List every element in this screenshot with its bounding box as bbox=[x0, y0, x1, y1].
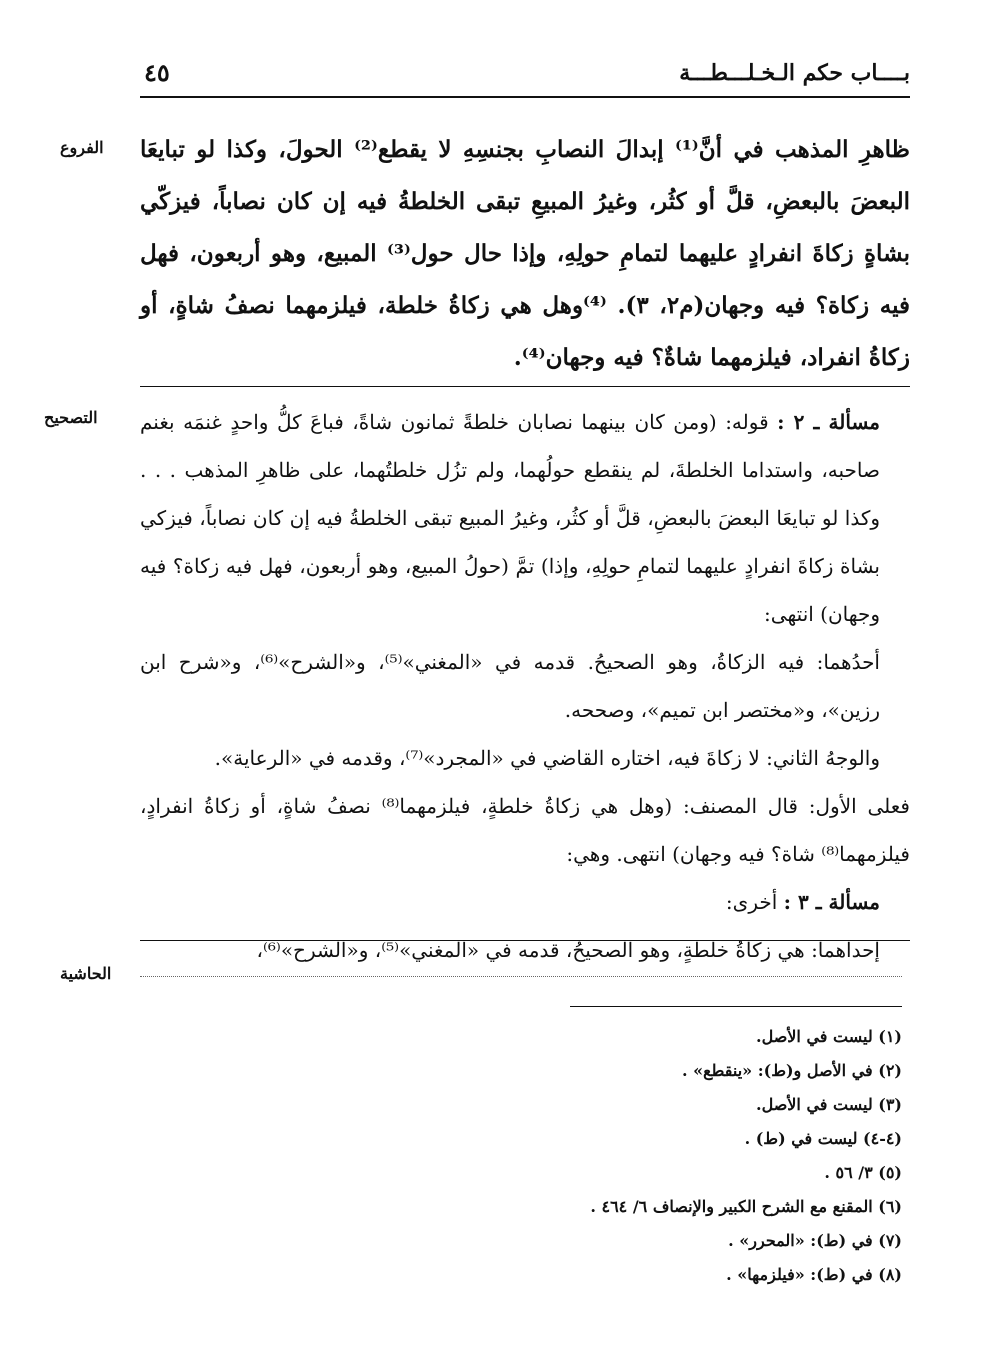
masala-3-label: مسألة ـ ٣ : bbox=[783, 890, 880, 914]
side-label-tashih: التصحيح bbox=[44, 408, 98, 427]
footnotes-list bbox=[302, 1020, 902, 1292]
commentary-paragraph-4: فعلى الأول: قال المصنف: (وهل هي زكاةُ خلطةٍ، فيلزمهما⁽⁸⁾ نصفُ شاةٍ، أو زكاةُ انفرادٍ، فيلزمهما⁽⁸⁾ شاة؟ فيه وجهان) انتهى. وهي: bbox=[140, 794, 910, 866]
masala-3-text: أخرى: bbox=[725, 890, 784, 914]
hashiya-dotted-line bbox=[140, 976, 902, 977]
footnote-item: (٦) المقنع مع الشرح الكبير والإنصاف ٦/ ٤٦٤ . bbox=[590, 1197, 902, 1216]
main-text-block bbox=[140, 124, 910, 384]
footnote-item: (٣) ليست في الأصل. bbox=[756, 1095, 902, 1114]
commentary-paragraph-6: إحداهما: هي زكاةُ خلطةٍ، وهو الصحيحُ، قدمه في «المغني»⁽⁵⁾، و«الشرح»⁽⁶⁾، bbox=[256, 938, 880, 962]
footnote-item: (١) ليست في الأصل. bbox=[756, 1027, 902, 1046]
masala-2-text: قوله: (ومن كان بينهما نصابان خلطةً ثمانون شاةً، فباعَ كلُّ واحدٍ غنمَه بغنم صاحبه، واستداما الخلطةَ، لم ينقطع حولُهما، ولم تزُل خلطتُهما، على ظاهرِ المذهب . . . وكذا لو تبايعَا البعضَ بالبعضِ، قلَّ أو كثُر، وغيرُ المبيع تبقى الخلطةُ فيه إن كان نصاباً، فيزكي بشاة زكاةَ انفرادٍ عليهما لتمامِ حولِهِ، وإذا) تمَّ (حولُ المبيع، وهو أربعون، فهل فيه زكاة؟ فيه وجهان) انتهى: bbox=[140, 410, 880, 626]
commentary-paragraph-3: والوجهُ الثاني: لا زكاةَ فيه، اختاره القاضي في «المجرد»⁽⁷⁾، وقدمه في «الرعاية». bbox=[214, 746, 880, 770]
commentary-block bbox=[140, 398, 910, 974]
commentary-paragraph-2: أحدُهما: فيه الزكاةُ، وهو الصحيحُ. قدمه في «المغني»⁽⁵⁾، و«الشرح»⁽⁶⁾، و«شرح ابن رزين»، و«مختصر ابن تميم»، وصححه. bbox=[140, 650, 880, 722]
running-title: بــــاب حكم الـخـلـــطـــة bbox=[679, 60, 910, 86]
footnote-item: (٤-٤) ليست في (ط) . bbox=[744, 1129, 902, 1148]
page-number: ٤٥ bbox=[144, 58, 170, 87]
footnote-item: (٧) في (ط): «المحرر» . bbox=[728, 1231, 902, 1250]
masala-2-label: مسألة ـ ٢ : bbox=[777, 410, 880, 434]
divider-rule bbox=[140, 940, 910, 941]
divider-rule bbox=[140, 386, 910, 387]
footnote-item: (٥) ٣/ ٥٦ . bbox=[824, 1163, 902, 1182]
footnote-item: (٢) في الأصل و(ط): «ينقطع» . bbox=[681, 1061, 902, 1080]
side-label-hashiya: الحاشية bbox=[60, 964, 112, 983]
footnote-separator bbox=[570, 1006, 902, 1007]
main-paragraph: ظاهرِ المذهب في أنَّ⁽¹⁾ إبدالَ النصابِ بجنسِهِ لا يقطع⁽²⁾ الحولَ، وكذا لو تبايعَا البعضَ بالبعضِ، قلَّ أو كثُر، وغيرُ المبيعِ تبقى الخلطةُ فيه إن كان نصاباً، فيزكّي بشاةٍ زكاةَ انفرادٍ عليهما لتمامِ حولِهِ، وإذا حال حول⁽³⁾ المبيع، وهو أربعون، فهل فيه زكاة؟ فيه وجهان(م٢، ٣). ⁽⁴⁾وهل هي زكاةُ خلطة، فيلزمهما نصفُ شاةٍ، أو زكاةُ انفراد، فيلزمهما شاةٌ؟ فيه وجهان⁽⁴⁾. bbox=[140, 136, 910, 371]
footnote-item: (٨) في (ط): «فيلزمها» . bbox=[726, 1265, 902, 1284]
commentary-paragraph-5 bbox=[140, 878, 910, 926]
side-label-furu: الفروع bbox=[60, 138, 104, 157]
commentary-paragraph-1 bbox=[140, 398, 910, 638]
page-header bbox=[140, 58, 910, 98]
